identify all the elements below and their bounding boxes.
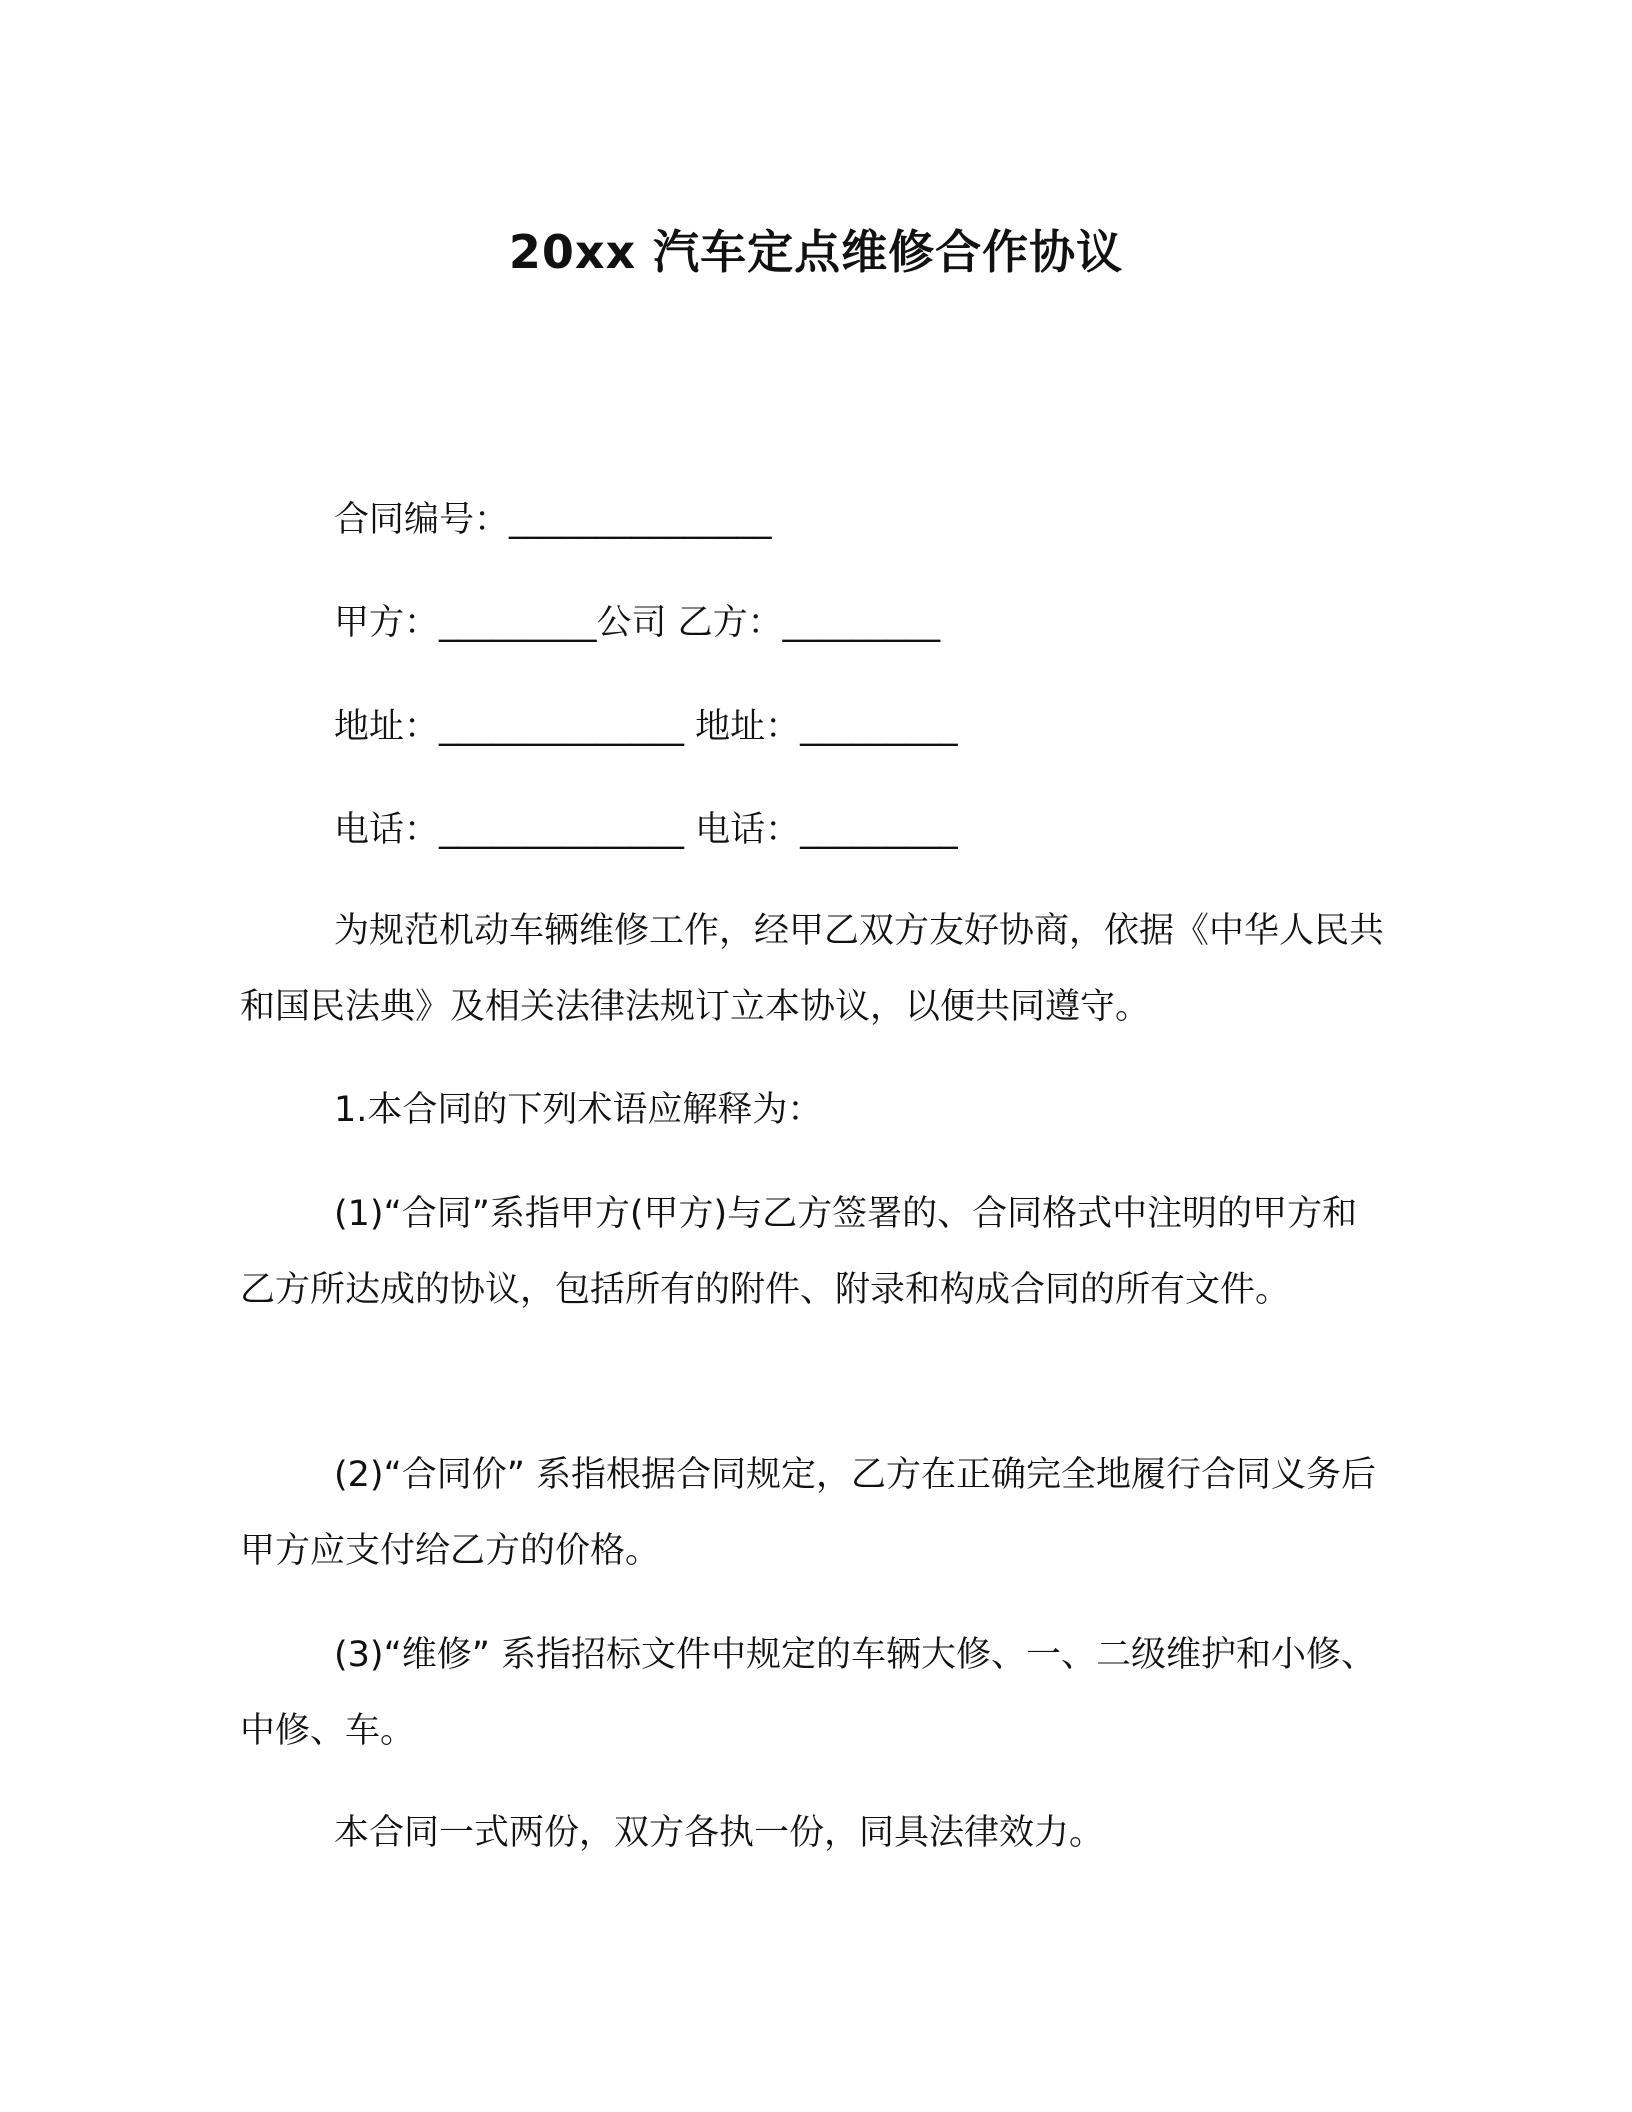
- term-2-paragraph: (2)“合同价” 系指根据合同规定，乙方在正确完全地履行合同义务后甲方应支付给乙方的价格。: [240, 1455, 1376, 1571]
- document-title: 20xx 汽车定点维修合作协议: [508, 225, 1124, 279]
- address-field: 地址：______________ 地址：_________: [334, 707, 958, 747]
- contract-number-field: 合同编号：_______________: [334, 500, 772, 540]
- intro-paragraph: 为规范机动车辆维修工作，经甲乙双方友好协商，依据《中华人民共和国民法典》及相关法律法规订立本协议，以便共同遵守。: [240, 911, 1385, 1027]
- closing-paragraph: 本合同一式两份，双方各执一份，同具法律效力。: [334, 1813, 1105, 1853]
- parties-field: 甲方：_________公司 乙方：_________: [334, 603, 941, 643]
- term-1-paragraph: (1)“合同”系指甲方(甲方)与乙方签署的、合同格式中注明的甲方和乙方所达成的协议，包括所有的附件、附录和构成合同的所有文件。: [240, 1194, 1358, 1310]
- phone-field: 电话：______________ 电话：_________: [334, 810, 958, 850]
- term-3-paragraph: (3)“维修” 系指招标文件中规定的车辆大修、一、二级维护和小修、中修、车。: [240, 1635, 1376, 1751]
- section-heading: 1.本合同的下列术语应解释为：: [334, 1090, 823, 1130]
